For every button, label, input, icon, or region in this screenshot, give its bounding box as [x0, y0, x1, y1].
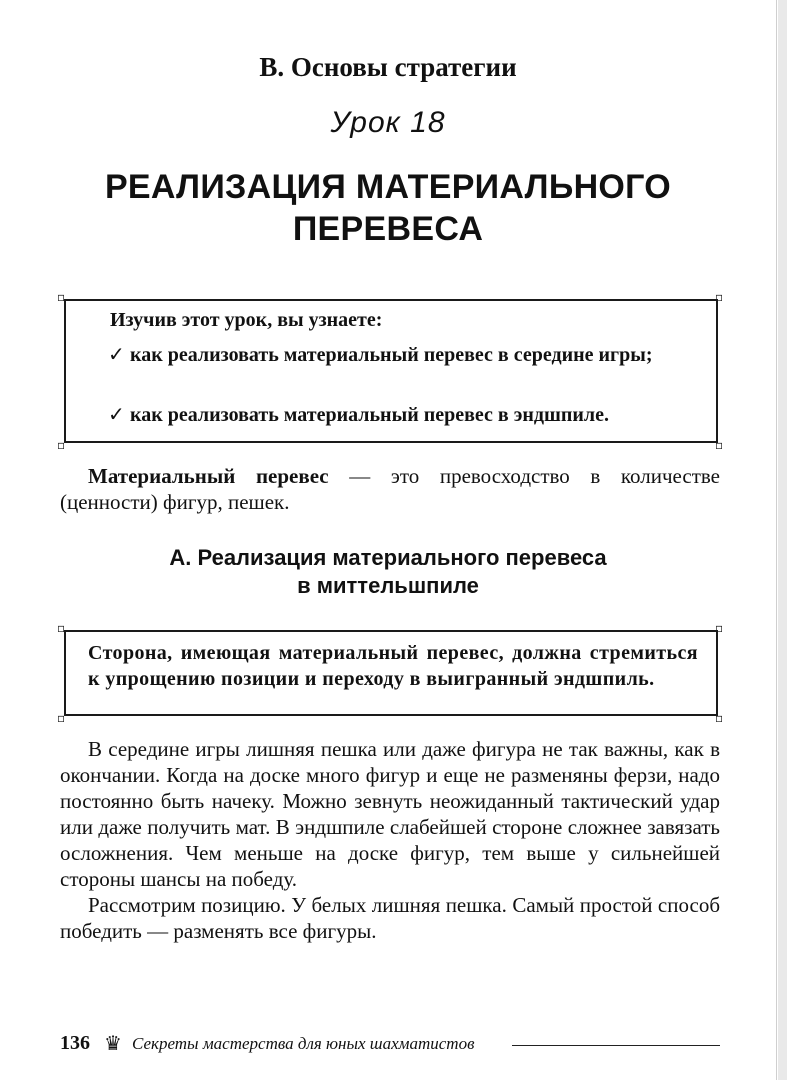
body-paragraph: В середине игры лишняя пешка или даже фигура не так важны, как в окончании. Когда на доске много фигур и еще не разменяны ферзи, надо постоянно быть начеку. Можно зевнуть неожиданный тактический удар или даже получить мат. В эндшпиле слабейшей стороне сложнее завязать осложнения. Чем меньше на доске фигур, тем выше у сильнейшей стороны шансы на победу. [60, 737, 720, 891]
frame-corner-icon: ▫ [715, 290, 724, 304]
definition-term: Материальный перевес [88, 464, 329, 488]
lesson-title-line-2: ПЕРЕВЕСА [292, 210, 484, 248]
checkmark-icon: ✓ [108, 342, 125, 366]
subsection-heading-line-2: в миттельшпиле [297, 573, 479, 598]
lesson-title-line-1: РЕАЛИЗАЦИЯ МАТЕРИАЛЬНОГО [104, 168, 672, 206]
checkmark-icon: ✓ [108, 402, 125, 426]
objective-text: как реализовать материальный перевес в эндшпиле. [130, 404, 610, 426]
rule-text: Сторона, имеющая материальный перевес, должна стремиться к упрощению позиции и переходу в выигранный эндшпиль. [88, 642, 698, 690]
objective-item [108, 401, 708, 428]
rule-box [57, 621, 724, 725]
section-title: В. Основы стратегии [259, 52, 517, 82]
objectives-heading: Изучив этот урок, вы узнаете: [110, 309, 383, 331]
frame-corner-icon: ▫ [715, 621, 724, 635]
body-text [60, 736, 720, 944]
frame-corner-icon: ▫ [57, 711, 66, 725]
chess-queen-icon: ♛ [104, 1031, 122, 1055]
lesson-number: Урок 18 [330, 106, 446, 139]
book-title: Секреты мастерства для юных шахматистов [132, 1034, 475, 1053]
footer-rule [512, 1045, 720, 1046]
body-paragraph: Рассмотрим позицию. У белых лишняя пешка. Самый простой способ победить — разменять все фигуры. [60, 893, 720, 943]
subsection-heading-line-1: А. Реализация материального перевеса [169, 545, 607, 570]
page-number: 136 [60, 1032, 90, 1054]
frame-corner-icon: ▫ [715, 711, 724, 725]
objective-text: как реализовать материальный перевес в середине игры; [130, 344, 653, 366]
objective-item [108, 341, 708, 368]
frame-corner-icon: ▫ [57, 621, 66, 635]
subsection-heading [0, 544, 776, 600]
frame-corner-icon: ▫ [715, 438, 724, 452]
definition-paragraph [60, 463, 720, 515]
page-footer [60, 1030, 720, 1058]
lesson-title [0, 166, 776, 250]
frame-corner-icon: ▫ [57, 438, 66, 452]
objectives-box [57, 290, 724, 452]
definition-text: — это превосходство в количестве (ценности) фигур, пешек. [60, 464, 720, 514]
frame-corner-icon: ▫ [57, 290, 66, 304]
